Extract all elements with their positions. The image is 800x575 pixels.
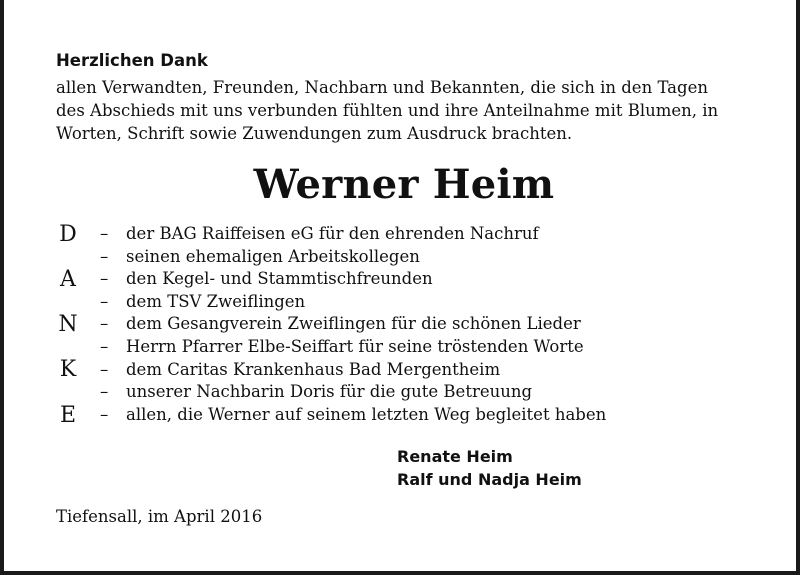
thanks-item-text: der BAG Raiffeisen eG für den ehrenden Nachruf (126, 224, 539, 243)
dash: – (100, 382, 109, 402)
notice-heading: Herzlichen Dank (56, 51, 208, 70)
dash: – (100, 314, 109, 334)
intro-line: Worten, Schrift sowie Zuwendungen zum Ausdruck brachten. (56, 124, 573, 143)
place-and-date: Tiefensall, im April 2016 (56, 507, 263, 526)
thanks-item-text: den Kegel- und Stammtischfreunden (126, 269, 433, 289)
thanks-item (100, 314, 780, 337)
danke-letter-n: N (58, 312, 78, 337)
dash: – (100, 269, 109, 289)
dash: – (100, 246, 109, 266)
thanks-item (100, 405, 780, 428)
dash: – (100, 224, 109, 243)
thanks-item-text: allen, die Werner auf seinem letzten Weg begleitet haben (126, 404, 607, 424)
thanks-item (100, 337, 780, 360)
intro-line: allen Verwandten, Freunden, Nachbarn und Bekannten, die sich in den Tagen (56, 78, 708, 97)
thanks-item-text: Herrn Pfarrer Elbe-Seiffart für seine tröstenden Worte (126, 336, 584, 356)
thanks-item-text: dem TSV Zweiflingen (126, 291, 306, 311)
danke-letter-e: E (59, 403, 77, 428)
intro-line: des Abschieds mit uns verbunden fühlten und ihre Anteilnahme mit Blumen, in (56, 101, 719, 120)
thanks-item-text: dem Caritas Krankenhaus Bad Mergentheim (126, 359, 501, 379)
dash: – (100, 359, 109, 379)
thanks-item-text: seinen ehemaligen Arbeitskollegen (126, 246, 420, 266)
dash: – (100, 336, 109, 356)
thanks-item (100, 292, 780, 315)
thanks-item (100, 224, 780, 247)
thanks-item (100, 247, 780, 270)
dash: – (100, 291, 109, 311)
danke-letter-a: A (60, 267, 76, 292)
danke-letter-d: D (59, 222, 77, 247)
thanks-item (100, 382, 780, 405)
signatures (397, 445, 582, 491)
danke-letter-k: K (59, 357, 77, 382)
signature-line: Ralf und Nadja Heim (397, 470, 582, 489)
deceased-name: Werner Heim (253, 161, 555, 208)
dash: – (100, 404, 109, 424)
thanks-item-text: dem Gesangverein Zweiflingen für die schönen Lieder (126, 314, 581, 334)
thanks-item (100, 360, 780, 383)
intro-paragraph (56, 76, 766, 145)
thanks-item (100, 269, 780, 292)
signature-line: Renate Heim (397, 447, 513, 466)
thanks-item-text: unserer Nachbarin Doris für die gute Betreuung (126, 382, 533, 402)
thanks-list (100, 224, 780, 427)
